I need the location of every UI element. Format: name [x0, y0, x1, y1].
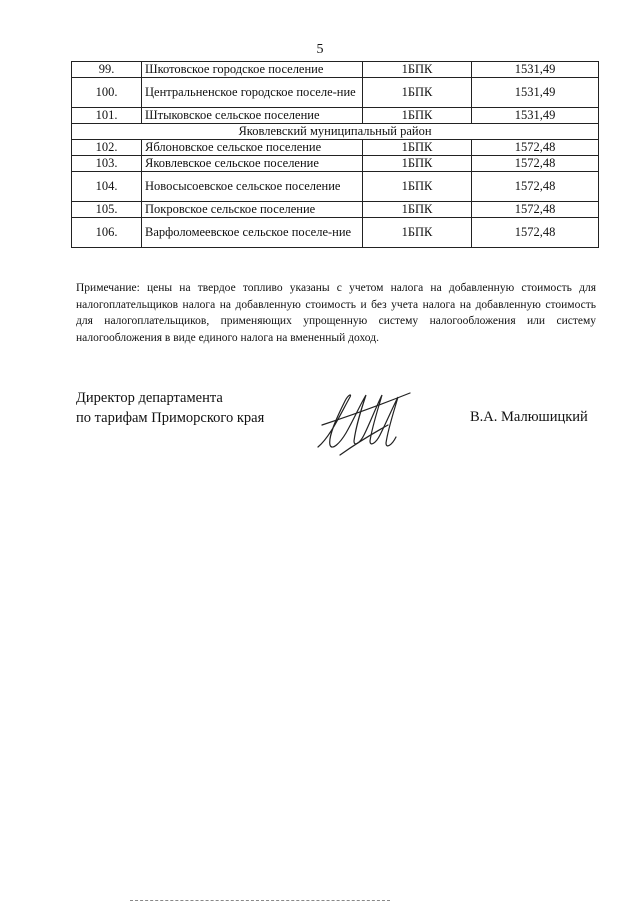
fuel-code: 1БПК	[363, 78, 472, 108]
settlement-name: Центральненское городское поселе-ние	[142, 78, 363, 108]
fuel-code: 1БПК	[363, 218, 472, 248]
director-title	[76, 388, 264, 428]
table-row	[72, 202, 599, 218]
district-row	[72, 124, 599, 140]
director-title-line1: Директор департамента	[76, 390, 223, 406]
table-row	[72, 156, 599, 172]
row-number: 103.	[72, 156, 142, 172]
settlement-name: Шкотовское городское поселение	[142, 62, 363, 78]
fuel-price: 1572,48	[472, 218, 599, 248]
settlement-name: Варфоломеевское сельское поселе-ние	[142, 218, 363, 248]
settlement-name: Штыковское сельское поселение	[142, 108, 363, 124]
page-number: 5	[316, 42, 324, 57]
fuel-code: 1БПК	[363, 62, 472, 78]
row-number: 104.	[72, 172, 142, 202]
settlement-name: Покровское сельское поселение	[142, 202, 363, 218]
fuel-code: 1БПК	[363, 156, 472, 172]
fuel-code: 1БПК	[363, 140, 472, 156]
table-row	[72, 218, 599, 248]
fuel-price: 1531,49	[472, 108, 599, 124]
fuel-price: 1572,48	[472, 156, 599, 172]
fuel-price: 1531,49	[472, 62, 599, 78]
tariff-table	[71, 61, 599, 248]
footer-divider	[130, 900, 390, 901]
row-number: 101.	[72, 108, 142, 124]
table-row	[72, 172, 599, 202]
table-row	[72, 78, 599, 108]
handwritten-signature	[310, 385, 420, 460]
settlement-name: Яблоновское сельское поселение	[142, 140, 363, 156]
row-number: 106.	[72, 218, 142, 248]
settlement-name: Яковлевское сельское поселение	[142, 156, 363, 172]
fuel-price: 1572,48	[472, 202, 599, 218]
note-text: Примечание: цены на твердое топливо указаны с учетом налога на добавленную стоимость для налогоплательщиков налога на добавленную стоимость и без учета налога на добавленную стоимость для налогоплательщиков, применяющих упрощенную систему налогообложения или систему налогообложения в виде единого налога на вмененный доход.	[76, 282, 596, 344]
settlement-name: Новосысоевское сельское поселение	[142, 172, 363, 202]
row-number: 105.	[72, 202, 142, 218]
row-number: 102.	[72, 140, 142, 156]
fuel-price: 1531,49	[472, 78, 599, 108]
signer-name: В.А. Малюшицкий	[470, 409, 588, 425]
table-row	[72, 62, 599, 78]
row-number: 99.	[72, 62, 142, 78]
table-row	[72, 108, 599, 124]
fuel-code: 1БПК	[363, 202, 472, 218]
director-title-line2: по тарифам Приморского края	[76, 410, 265, 426]
fuel-code: 1БПК	[363, 108, 472, 124]
district-name: Яковлевский муниципальный район	[72, 124, 599, 140]
fuel-code: 1БПК	[363, 172, 472, 202]
fuel-price: 1572,48	[472, 172, 599, 202]
table-row	[72, 140, 599, 156]
tariff-table-body	[72, 62, 599, 248]
fuel-price: 1572,48	[472, 140, 599, 156]
row-number: 100.	[72, 78, 142, 108]
